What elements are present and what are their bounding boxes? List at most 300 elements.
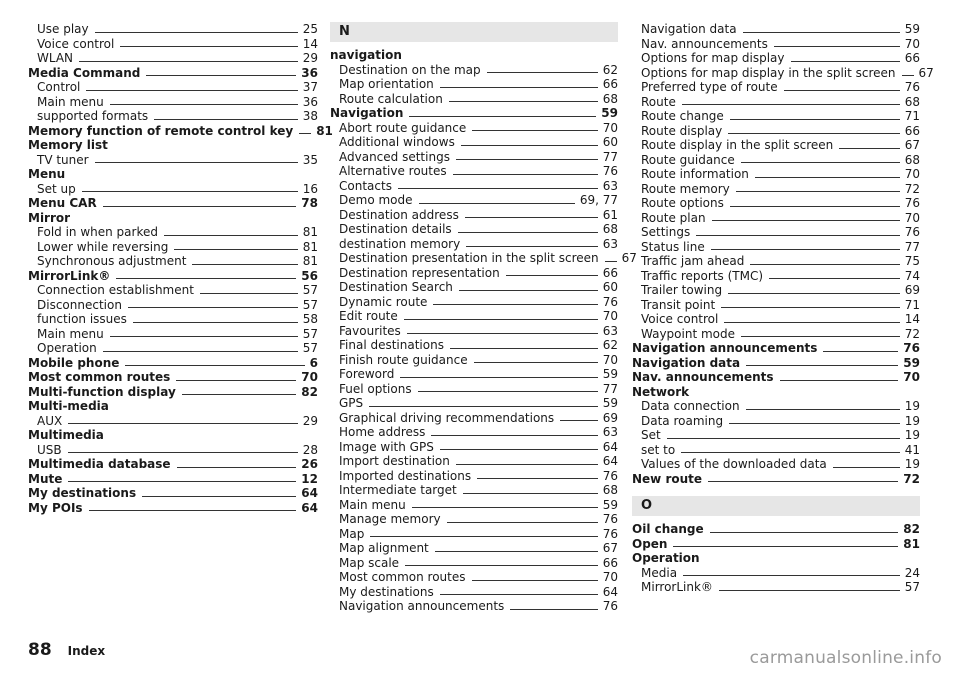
page-reference[interactable]: 69 (904, 283, 920, 297)
page-reference[interactable]: 70 (903, 370, 920, 384)
leader-line (741, 162, 900, 163)
page-reference[interactable]: 63 (602, 425, 618, 439)
leader-line (68, 423, 298, 424)
page-reference[interactable]: 28 (302, 442, 318, 457)
page-reference[interactable]: 67 (918, 65, 934, 80)
index-subentry[interactable] (330, 469, 618, 484)
entry-label: Route display in the split screen (641, 138, 834, 152)
leader-line (769, 278, 900, 279)
page-reference[interactable]: 81 (302, 239, 318, 254)
index-subentry[interactable] (632, 399, 920, 414)
leader-line (177, 467, 297, 468)
index-subentry[interactable] (632, 196, 920, 211)
index-subentry[interactable] (330, 324, 618, 339)
page-reference[interactable]: 57 (302, 283, 318, 297)
index-subentry[interactable] (28, 225, 318, 240)
page-reference[interactable]: 81 (302, 254, 318, 268)
page-reference[interactable]: 70 (602, 352, 618, 367)
entry-label: Foreword (339, 367, 395, 381)
index-subentry[interactable] (330, 295, 618, 310)
leader-line (741, 336, 900, 337)
page-reference[interactable]: 24 (904, 565, 920, 580)
page-reference[interactable]: 70 (602, 309, 618, 323)
index-subentry[interactable] (330, 135, 618, 150)
page-reference[interactable]: 68 (904, 94, 920, 109)
leader-line (724, 322, 899, 323)
page-reference[interactable]: 57 (302, 297, 318, 312)
entry-label: Open (632, 536, 668, 551)
page-reference[interactable]: 81 (302, 225, 318, 239)
leader-line (86, 90, 297, 91)
entry-label: Voice control (641, 312, 719, 326)
page-reference[interactable]: 62 (602, 62, 618, 77)
entry-label: Mute (28, 471, 63, 486)
page-reference[interactable]: 19 (904, 399, 920, 413)
leader-line (435, 551, 598, 552)
page-reference[interactable]: 71 (904, 297, 920, 312)
page-reference[interactable]: 78 (301, 196, 318, 210)
leader-line (708, 481, 898, 482)
leader-line (774, 46, 900, 47)
leader-line (682, 104, 900, 105)
index-subentry[interactable] (330, 309, 618, 324)
page-reference[interactable]: 57 (302, 341, 318, 355)
page-reference[interactable]: 66 (904, 123, 920, 138)
index-subentry[interactable] (330, 411, 618, 426)
page-reference[interactable]: 81 (316, 123, 333, 138)
page-reference[interactable]: 38 (302, 109, 318, 123)
entry-label: Multi-media (28, 399, 109, 413)
index-subentry[interactable] (330, 193, 618, 208)
index-subentry[interactable] (28, 22, 318, 37)
leader-line (116, 278, 296, 279)
index-column-1 (28, 22, 333, 515)
index-subentry[interactable] (632, 37, 920, 52)
page-reference[interactable]: 14 (904, 312, 920, 326)
page-reference[interactable]: 76 (602, 164, 618, 178)
index-subentry[interactable] (632, 124, 920, 139)
leader-line (839, 148, 899, 149)
page-reference[interactable]: 70 (602, 120, 618, 135)
index-entry[interactable] (28, 66, 318, 81)
page-reference[interactable]: 76 (602, 512, 618, 526)
entry-label: Data connection (641, 399, 740, 413)
index-subentry[interactable] (330, 338, 618, 353)
index-subentry[interactable] (632, 65, 934, 81)
leader-line (487, 72, 598, 73)
entry-label: Waypoint mode (641, 326, 736, 341)
leader-line (721, 307, 900, 308)
page-reference[interactable]: 70 (904, 167, 920, 181)
index-subentry[interactable] (330, 237, 618, 252)
page-reference[interactable]: 69 (602, 410, 618, 425)
entry-label: Destination presentation in the split screen (339, 251, 599, 265)
page-reference[interactable]: 67 (621, 251, 637, 265)
index-subentry[interactable] (330, 454, 618, 469)
page-reference[interactable]: 82 (301, 384, 318, 399)
page-reference[interactable]: 25 (302, 22, 318, 36)
index-subentry[interactable] (632, 580, 920, 595)
page-reference[interactable]: 14 (302, 36, 318, 51)
leader-line (433, 304, 597, 305)
index-subentry[interactable] (330, 280, 618, 295)
page-reference[interactable]: 64 (602, 584, 618, 599)
page-reference[interactable]: 77 (904, 239, 920, 254)
page-reference[interactable]: 66 (904, 51, 920, 65)
page-reference[interactable]: 56 (301, 268, 318, 283)
index-subentry[interactable] (632, 457, 920, 472)
index-entry[interactable] (632, 370, 920, 385)
page-reference[interactable]: 35 (302, 152, 318, 167)
page-reference[interactable]: 12 (301, 471, 318, 486)
page-reference[interactable]: 76 (903, 341, 920, 355)
entry-label: Demo mode (339, 193, 413, 207)
page-reference[interactable]: 76 (602, 599, 618, 613)
page-reference[interactable]: 81 (903, 536, 920, 551)
index-subentry[interactable] (28, 80, 318, 95)
page-reference[interactable]: 67 (602, 541, 618, 555)
leader-line (746, 409, 900, 410)
entry-label: Navigation data (632, 355, 741, 370)
index-subentry[interactable] (632, 443, 920, 458)
index-entry[interactable] (632, 522, 920, 537)
index-entry[interactable] (28, 370, 318, 385)
entry-label: navigation (330, 48, 402, 62)
page-reference[interactable]: 72 (904, 181, 920, 196)
index-subentry[interactable] (330, 77, 618, 92)
index-subentry[interactable] (28, 283, 318, 298)
index-subentry[interactable] (632, 153, 920, 168)
page-reference[interactable]: 63 (602, 178, 618, 193)
page-reference[interactable]: 29 (302, 413, 318, 428)
entry-label: My POIs (28, 500, 83, 515)
page-reference[interactable]: 77 (602, 381, 618, 396)
page-reference[interactable]: 19 (904, 457, 920, 471)
entry-label: set to (641, 442, 676, 457)
index-subentry[interactable] (28, 153, 318, 168)
index-column-2 (330, 22, 637, 614)
index-subentry[interactable] (632, 211, 920, 226)
page-reference[interactable]: 70 (904, 36, 920, 51)
index-subentry[interactable] (330, 266, 618, 281)
page-reference[interactable]: 70 (904, 210, 920, 225)
page-reference[interactable]: 67 (904, 138, 920, 152)
index-entry[interactable] (28, 457, 318, 472)
page-reference[interactable]: 74 (904, 268, 920, 283)
leader-line (405, 565, 598, 566)
page-reference[interactable]: 63 (602, 236, 618, 251)
page-reference[interactable]: 59 (602, 367, 618, 381)
leader-line (458, 232, 598, 233)
index-entry[interactable] (28, 501, 318, 516)
index-subentry[interactable] (330, 483, 618, 498)
page-reference[interactable]: 75 (904, 254, 920, 268)
leader-line (461, 145, 598, 146)
entry-label: Map orientation (339, 77, 434, 91)
index-subentry[interactable] (632, 138, 920, 153)
letter-heading: N (330, 22, 618, 42)
leader-line (833, 467, 900, 468)
index-subentry[interactable] (330, 353, 618, 368)
index-entry[interactable] (28, 356, 318, 371)
page-reference[interactable]: 71 (904, 109, 920, 123)
leader-line (477, 478, 598, 479)
index-subentry[interactable] (330, 556, 618, 571)
index-subentry[interactable] (28, 37, 318, 52)
index-subentry[interactable] (632, 51, 920, 66)
page-reference[interactable]: 66 (602, 265, 618, 280)
index-subentry[interactable] (330, 527, 618, 542)
page-number: 88 (28, 640, 52, 660)
page-reference[interactable]: 29 (302, 51, 318, 65)
page-reference[interactable]: 19 (904, 428, 920, 442)
index-subentry[interactable] (632, 312, 920, 327)
page-reference[interactable]: 60 (602, 280, 618, 294)
leader-line (146, 75, 296, 76)
leader-line (711, 249, 900, 250)
index-subentry[interactable] (330, 208, 618, 223)
page-reference[interactable]: 6 (309, 355, 318, 370)
leader-line (780, 380, 899, 381)
index-subentry[interactable] (28, 240, 318, 255)
page-reference[interactable]: 69, 77 (579, 193, 618, 207)
leader-line (743, 32, 900, 33)
entry-label: Manage memory (339, 512, 441, 526)
index-subentry[interactable] (330, 121, 618, 136)
leader-line (412, 507, 598, 508)
index-subentry[interactable] (28, 414, 318, 429)
leader-line (784, 90, 900, 91)
index-entry[interactable] (28, 269, 318, 284)
index-subentry[interactable] (28, 95, 318, 110)
index-subentry[interactable] (28, 341, 318, 356)
index-subentry[interactable] (632, 298, 920, 313)
index-entry[interactable] (632, 341, 920, 356)
index-subentry[interactable] (330, 440, 618, 455)
page-reference[interactable]: 36 (301, 65, 318, 80)
entry-label: Multimedia database (28, 457, 171, 471)
entry-label: Memory list (28, 138, 108, 152)
index-subentry[interactable] (632, 254, 920, 269)
index-entry[interactable] (28, 385, 318, 400)
index-subentry[interactable] (330, 570, 618, 585)
leader-line (407, 333, 598, 334)
page-reference[interactable]: 70 (602, 570, 618, 584)
index-entry (28, 399, 318, 414)
index-subentry[interactable] (330, 63, 618, 78)
entry-label: My destinations (28, 486, 137, 500)
leader-line (200, 293, 298, 294)
index-subentry[interactable] (28, 443, 318, 458)
index-entry[interactable] (632, 356, 920, 371)
page-reference[interactable]: 63 (602, 323, 618, 338)
index-entry[interactable] (28, 472, 318, 487)
index-entry[interactable] (28, 123, 333, 139)
page-reference[interactable]: 16 (302, 181, 318, 196)
entry-label: Route memory (641, 181, 730, 196)
page-reference[interactable]: 60 (602, 135, 618, 149)
index-subentry[interactable] (330, 599, 618, 614)
page-reference[interactable]: 68 (602, 483, 618, 497)
index-subentry[interactable] (330, 251, 637, 266)
index-subentry[interactable] (632, 22, 920, 37)
entry-label: Nav. announcements (632, 370, 774, 384)
index-subentry[interactable] (632, 327, 920, 342)
page-reference[interactable]: 62 (602, 338, 618, 352)
index-subentry[interactable] (632, 414, 920, 429)
index-subentry[interactable] (632, 225, 920, 240)
index-subentry[interactable] (28, 327, 318, 342)
index-subentry[interactable] (632, 95, 920, 110)
page-reference[interactable]: 61 (602, 207, 618, 222)
leader-line (95, 32, 298, 33)
page-reference[interactable]: 77 (602, 149, 618, 164)
entry-label: GPS (339, 396, 364, 410)
page-reference[interactable]: 64 (602, 454, 618, 468)
page-reference[interactable]: 59 (602, 396, 618, 410)
page-reference[interactable]: 76 (904, 225, 920, 239)
page-reference[interactable]: 57 (302, 326, 318, 341)
entry-label: My destinations (339, 584, 434, 599)
page-reference[interactable]: 41 (904, 442, 920, 457)
index-subentry[interactable] (330, 179, 618, 194)
index-subentry[interactable] (28, 109, 318, 124)
leader-line (728, 133, 899, 134)
page-reference[interactable]: 72 (903, 471, 920, 486)
leader-line (472, 580, 598, 581)
entry-label: Destination Search (339, 280, 453, 294)
index-entry[interactable] (632, 537, 920, 552)
index-subentry[interactable] (632, 566, 920, 581)
index-subentry[interactable] (632, 80, 920, 95)
index-subentry[interactable] (330, 498, 618, 513)
entry-label: destination memory (339, 236, 461, 251)
index-subentry[interactable] (632, 428, 920, 443)
page-reference[interactable]: 76 (904, 80, 920, 94)
leader-line (299, 133, 311, 134)
page-reference[interactable]: 26 (301, 457, 318, 471)
page-reference[interactable]: 59 (602, 497, 618, 512)
index-entry (28, 428, 318, 443)
page-reference[interactable]: 59 (601, 106, 618, 120)
leader-line (729, 423, 900, 424)
index-subentry[interactable] (632, 167, 920, 182)
entry-label: Synchronous adjustment (37, 254, 187, 268)
entry-label: Main menu (37, 94, 104, 109)
page-reference[interactable]: 68 (602, 222, 618, 236)
index-subentry[interactable] (28, 312, 318, 327)
entry-label: Navigation (330, 106, 404, 120)
index-entry[interactable] (632, 472, 920, 487)
page-reference[interactable]: 59 (904, 22, 920, 36)
index-entry[interactable] (28, 486, 318, 501)
index-subentry[interactable] (330, 222, 618, 237)
index-subentry[interactable] (28, 254, 318, 269)
leader-line (404, 319, 598, 320)
entry-label: Status line (641, 239, 705, 254)
page-reference[interactable]: 76 (602, 294, 618, 309)
index-subentry[interactable] (28, 51, 318, 66)
index-subentry[interactable] (330, 425, 618, 440)
index-entry[interactable] (330, 106, 618, 121)
page-reference[interactable]: 76 (904, 196, 920, 210)
index-subentry[interactable] (330, 396, 618, 411)
index-subentry[interactable] (632, 283, 920, 298)
entry-label: Route change (641, 109, 724, 123)
index-subentry[interactable] (632, 182, 920, 197)
entry-label: Fuel options (339, 381, 412, 396)
leader-line (472, 130, 597, 131)
page-reference[interactable]: 82 (903, 522, 920, 536)
entry-label: Nav. announcements (641, 36, 768, 51)
index-subentry[interactable] (330, 585, 618, 600)
index-subentry[interactable] (330, 150, 618, 165)
entry-label: Data roaming (641, 413, 724, 428)
page-reference[interactable]: 76 (602, 526, 618, 541)
entry-label: Route guidance (641, 152, 735, 167)
index-subentry[interactable] (330, 382, 618, 397)
page-reference[interactable]: 64 (301, 500, 318, 515)
leader-line (823, 351, 898, 352)
leader-line (369, 406, 598, 407)
index-entry[interactable] (28, 196, 318, 211)
leader-line (68, 452, 298, 453)
entry-label: Oil change (632, 522, 704, 536)
index-subentry[interactable] (632, 109, 920, 124)
page-reference[interactable]: 59 (903, 355, 920, 370)
index-subentry[interactable] (632, 269, 920, 284)
index-entry (28, 167, 318, 182)
leader-line (95, 162, 298, 163)
page-reference[interactable]: 72 (904, 326, 920, 341)
entry-label: Destination on the map (339, 62, 481, 77)
entry-label: Traffic jam ahead (641, 254, 745, 268)
index-subentry[interactable] (330, 164, 618, 179)
page-reference[interactable]: 76 (602, 468, 618, 483)
index-subentry[interactable] (28, 182, 318, 197)
page-reference[interactable]: 68 (602, 91, 618, 106)
leader-line (667, 438, 900, 439)
page-reference[interactable]: 66 (602, 77, 618, 91)
page-reference[interactable]: 64 (301, 486, 318, 500)
index-subentry[interactable] (632, 240, 920, 255)
leader-line (673, 546, 898, 547)
page-reference[interactable]: 58 (302, 312, 318, 326)
entry-label: Transit point (641, 297, 716, 312)
entry-label: Trailer towing (641, 283, 723, 297)
entry-label: USB (37, 442, 62, 457)
index-subentry[interactable] (330, 512, 618, 527)
page-reference[interactable]: 64 (602, 439, 618, 454)
entry-label: Navigation announcements (339, 599, 505, 613)
page-reference[interactable]: 68 (904, 152, 920, 167)
page-reference[interactable]: 19 (904, 413, 920, 428)
page-reference[interactable]: 36 (302, 94, 318, 109)
leader-line (791, 61, 900, 62)
page-reference[interactable]: 70 (301, 370, 318, 384)
index-subentry[interactable] (330, 92, 618, 107)
index-subentry[interactable] (28, 298, 318, 313)
entry-label: Voice control (37, 36, 115, 51)
entry-label: Advanced settings (339, 149, 450, 164)
page-reference[interactable]: 66 (602, 555, 618, 570)
leader-line (459, 290, 598, 291)
page-reference[interactable]: 57 (904, 580, 920, 594)
index-subentry[interactable] (330, 541, 618, 556)
leader-line (440, 594, 598, 595)
page-reference[interactable]: 37 (302, 80, 318, 94)
index-subentry[interactable] (330, 367, 618, 382)
